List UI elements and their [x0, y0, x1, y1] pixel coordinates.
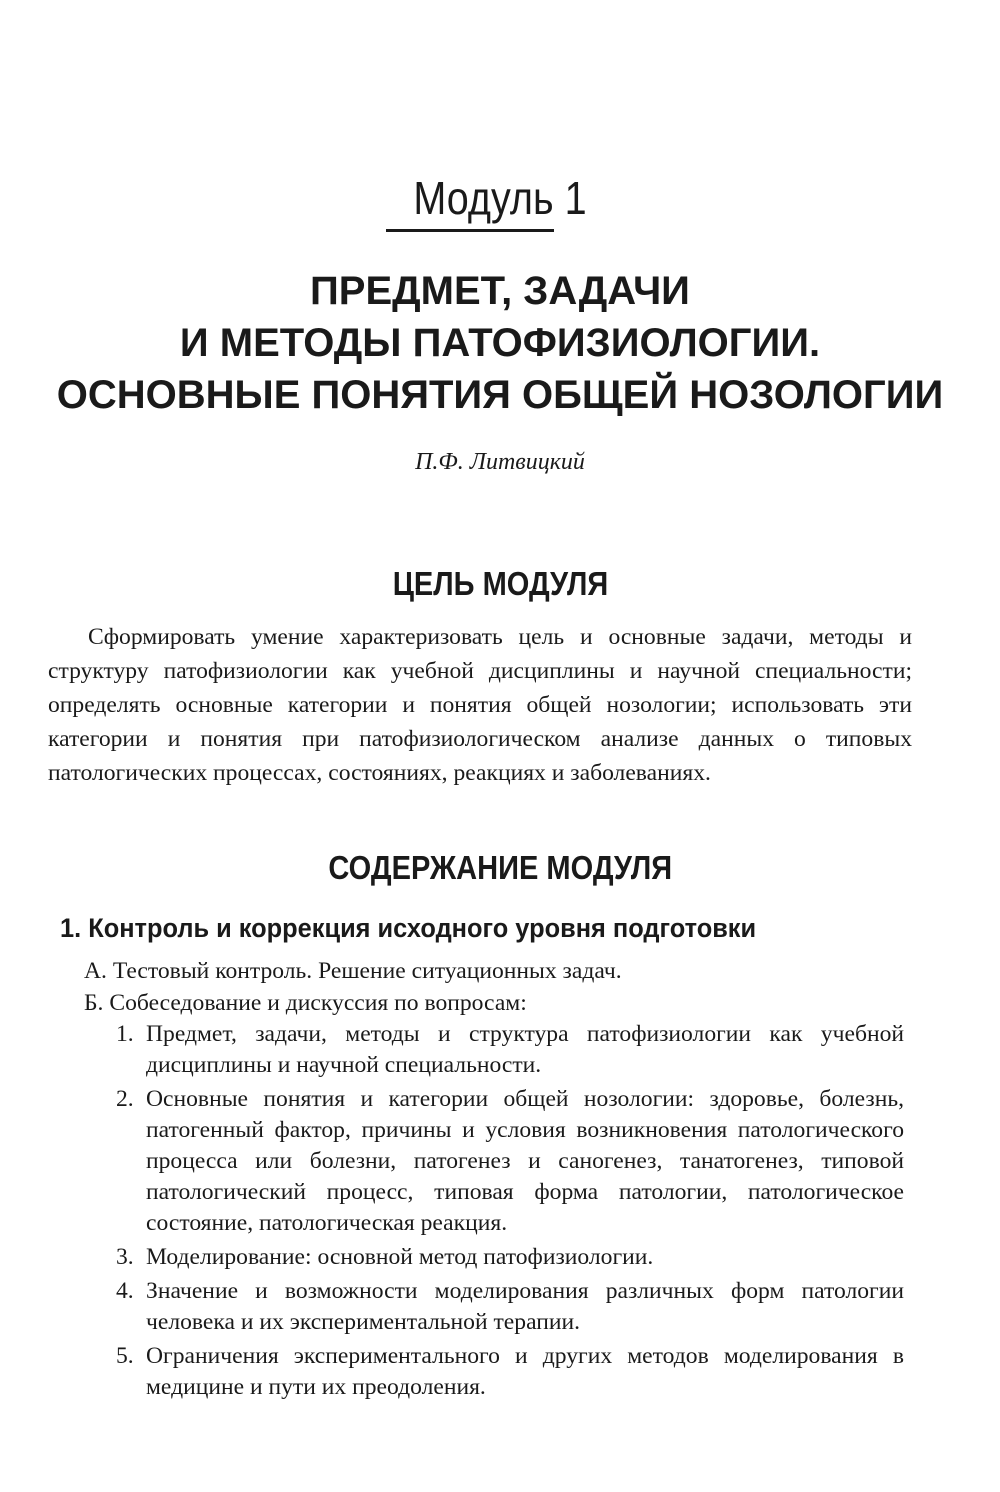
question-text: Основные понятия и категории общей нозологии: здоровье, болезнь, патогенный фактор, причины и условия возникновения патологического процесса или болезни, патогенез и саногенез, танатогенез, типовой патологический процесс, типовая форма патологии, патологическое состояние, патологическая реакция.: [146, 1086, 904, 1236]
question-item: [116, 1242, 904, 1273]
chapter-title-line-1: ПРЕДМЕТ, ЗАДАЧИ: [310, 269, 690, 313]
question-number: 1.: [116, 1021, 134, 1047]
question-text: Моделирование: основной метод патофизиологии.: [146, 1244, 654, 1270]
author: П.Ф. Литвицкий: [415, 449, 585, 475]
question-text: Предмет, задачи, методы и структура патофизиологии как учебной дисциплины и научной специальности.: [146, 1021, 904, 1078]
question-text: Значение и возможности моделирования различных форм патологии человека и их экспериментальной терапии.: [146, 1278, 904, 1335]
chapter-title: [0, 265, 1000, 421]
content-heading: СОДЕРЖАНИЕ МОДУЛЯ: [328, 849, 672, 886]
question-item: [116, 1084, 904, 1239]
question-number: 3.: [116, 1244, 134, 1270]
question-number: 2.: [116, 1086, 134, 1112]
question-number: 5.: [116, 1343, 134, 1369]
question-item: [116, 1019, 904, 1081]
goal-heading: ЦЕЛЬ МОДУЛЯ: [392, 565, 608, 602]
question-number: 4.: [116, 1278, 134, 1304]
activity-list: [84, 955, 914, 1019]
activity-item-b: Б. Собеседование и дискуссия по вопросам:: [84, 990, 527, 1016]
module-label-underline: [386, 229, 554, 232]
question-list: [116, 1019, 904, 1406]
question-item: [116, 1276, 904, 1338]
goal-paragraph: Сформировать умение характеризовать цель и основные задачи, методы и структуру патофизиологии как учебной дисциплины и научной специальности; определять основные категории и понятия общей нозологии; использовать эти категории и понятия при патофизиологическом анализе данных о типовых патологических процессах, состояниях, реакциях и заболеваниях.: [48, 624, 912, 786]
chapter-title-line-3: ОСНОВНЫЕ ПОНЯТИЯ ОБЩЕЙ НОЗОЛОГИИ: [56, 373, 944, 417]
question-item: [116, 1341, 904, 1403]
chapter-title-line-2: И МЕТОДЫ ПАТОФИЗИОЛОГИИ.: [179, 321, 821, 365]
activity-item-a: А. Тестовый контроль. Решение ситуационных задач.: [84, 958, 622, 984]
question-text: Ограничения экспериментального и других методов моделирования в медицине и пути их преодоления.: [146, 1343, 904, 1400]
module-label: Модуль 1: [413, 172, 587, 224]
subsection-heading: 1. Контроль и коррекция исходного уровня подготовки: [60, 913, 757, 943]
